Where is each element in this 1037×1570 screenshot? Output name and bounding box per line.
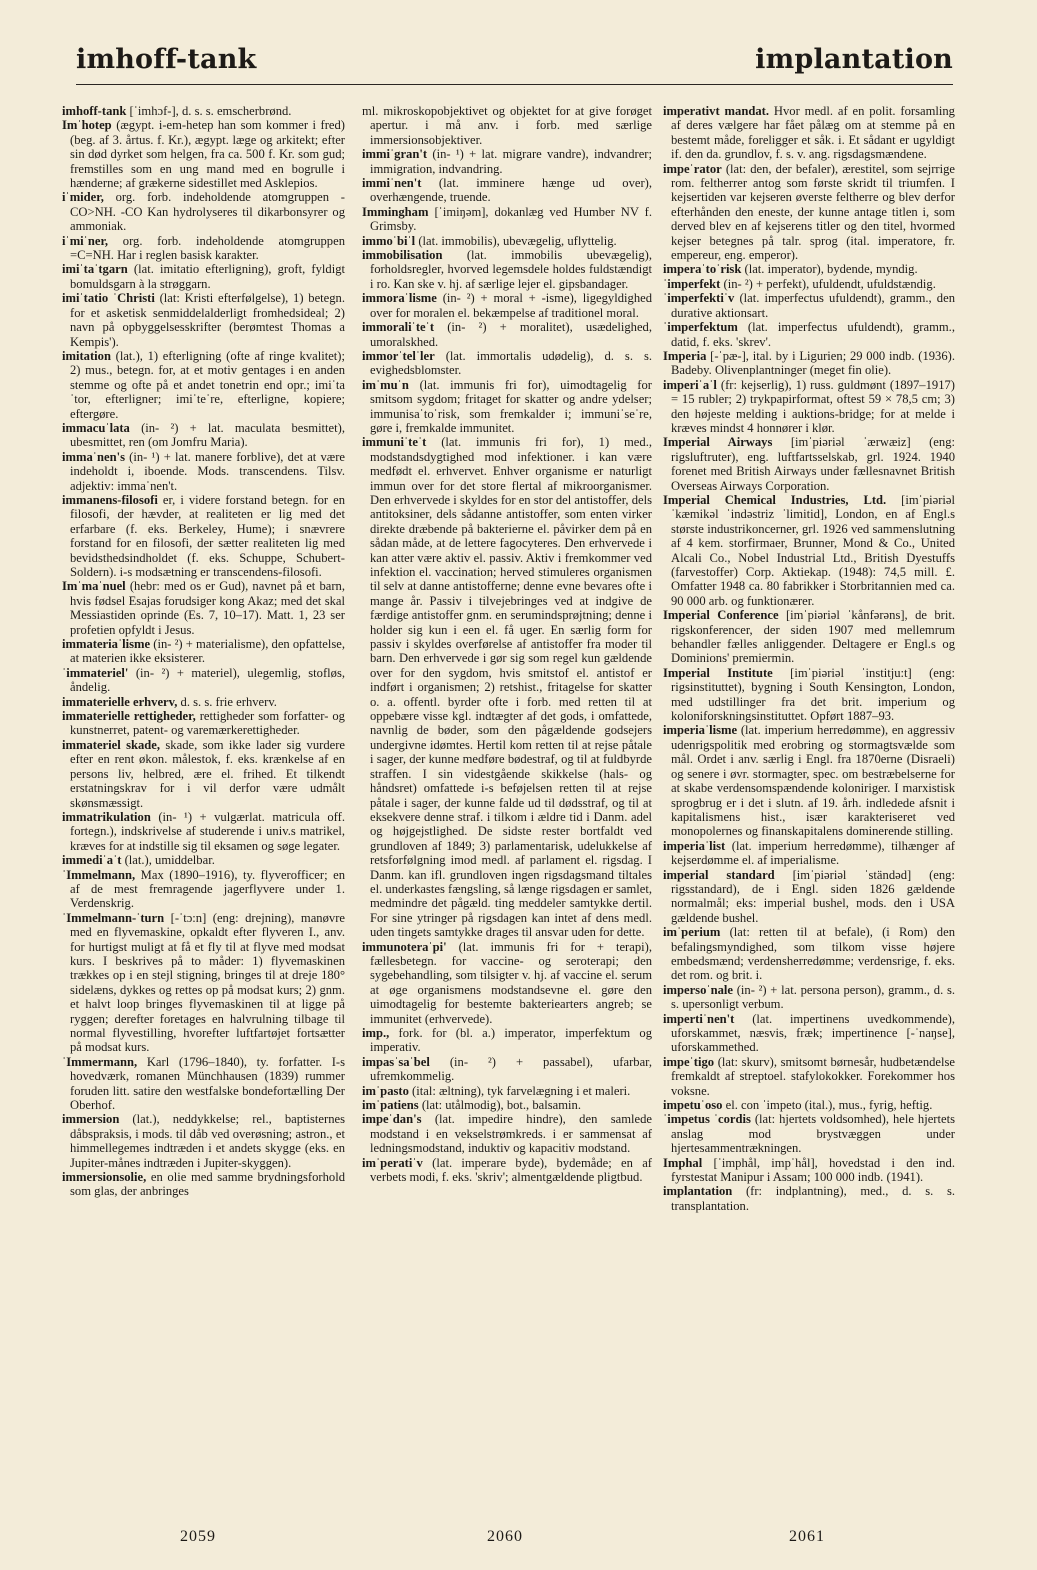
- entry-headword: ˈImmelmann-ˈturn: [62, 910, 165, 925]
- dictionary-entry: [62, 421, 345, 450]
- dictionary-entry: [663, 291, 955, 320]
- dictionary-entry: [362, 104, 652, 147]
- entry-definition: [-ˈpæ-], ital. by i Ligurien; 29 000 indb. (1936). Badeby. Olivenplantninger (meget fin olie).: [671, 348, 955, 378]
- dictionary-entry: [362, 940, 652, 1026]
- dictionary-entry: [62, 262, 345, 291]
- entry-definition: (lat. imperium herredømme), en aggressiv udenrigspolitik med erobring og stormagtsvælde som mål. Ordet i anv. særlig i Engl. fra 1870erne (Disraeli) og senere i øvr. stormagter, spec. om bestræbelserne for at skabe verdensomspændende koloniriger. I marxistisk sprogbrug er i det i slutn. af 19. årh. indledede afsnit i kapitalismens hist., især karakteriseret ved monopolernes og finanskapitalens dominerende stilling.: [671, 723, 955, 839]
- entry-headword: Immingham: [362, 204, 429, 219]
- dictionary-entry: [663, 162, 955, 263]
- dictionary-entry: [62, 695, 345, 709]
- dictionary-entry: [663, 925, 955, 983]
- entry-definition: (lat. immortalis udødelig), d. s. s. evighedsblomster.: [370, 348, 652, 378]
- entry-headword: impeˈrator: [663, 161, 722, 176]
- entry-definition: [-ˈtɔ:n] (eng: drejning), manøvre med en flyvemaskine, opkaldt efter flyveren I., anv. for hurtigst muligt at få et fly til at flyve med modsat kurs. I beskrives på to måder: 1) flyvemaskinen trækkes op i en stejl stigning, bringes til at dreje 180° sidelæns, dykkes og rettes op på modsat kurs; 2) gnm. et halvt loop bringes flyvemaskinen til at ligge på ryggen; derefter foretages en halvrulning tilbage til normal flyvestilling, hvorefter luftfartøjet fortsætter på modsat kurs.: [70, 910, 345, 1055]
- entry-definition: [imˈpiəriəl ˈærwæiz] (eng: rigsluftruter), eng. luftfartsselskab, grl. 1924. 1940 forenet med British Airways under fællesnavnet British Overseas Airways Corporation.: [671, 435, 955, 493]
- dictionary-entry: [663, 378, 955, 436]
- entry-headword: immatrikulation: [62, 809, 151, 824]
- entry-headword: immunoteraˈpi': [362, 939, 447, 954]
- entry-definition: (lat. immobilis), ubevægelig, uflyttelig.: [418, 233, 617, 248]
- entry-definition: (lat.), neddykkelse; rel., baptisternes dåbspraksis, i mods. til dåb ved overøsning; astron., et himmellegemes indtræden i et andets skygge (eks. en Jupiter-månes indtræden i Jupiter-skyggen).: [70, 1112, 345, 1170]
- entry-headword: immanens-filosofi: [62, 492, 158, 507]
- dictionary-entry: [62, 1170, 345, 1199]
- dictionary-entry: [663, 608, 955, 666]
- entry-definition: Hvor medl. af en polit. forsamling af deres vælgere har fået pålæg om at stemme på en bestemt måde, foreligger et såk. i. Et sådant er ugyldigt if. den da. grundlov, f. s. v. ang. rigsdagsmændene.: [671, 104, 955, 162]
- entry-headword: imˈpatiens: [362, 1098, 419, 1113]
- running-header: [76, 44, 953, 84]
- entry-headword: impasˈsaˈbel: [362, 1054, 430, 1069]
- entry-headword: immaterielle rettigheder,: [62, 709, 196, 724]
- entry-headword: imperiaˈlist: [663, 838, 726, 853]
- entry-headword: immacuˈlata: [62, 420, 130, 435]
- entry-headword: imperial standard: [663, 867, 775, 882]
- entry-headword: immobilisation: [362, 248, 443, 263]
- entry-definition: (lat. imitatio efterligning), groft, fyldigt bomuldsgarn à la strøggarn.: [70, 262, 345, 291]
- entry-definition: fork. for (bl. a.) imperator, imperfektum og imperativ.: [370, 1026, 652, 1055]
- dictionary-entry: [362, 1098, 652, 1112]
- dictionary-entry: [362, 349, 652, 378]
- entry-definition: (ital: æltning), tyk farvelægning i et maleri.: [412, 1083, 631, 1098]
- entry-headword: ˈimperfekt: [663, 276, 721, 291]
- entry-definition: (in- ²) + lat. maculata besmittet), ubesmittet, ren (om Jomfru Maria).: [70, 420, 345, 450]
- entry-headword: immateriel skade,: [62, 737, 161, 752]
- entry-definition: (lat: hjertets voldsomhed), hele hjertets anslag mod brystvæggen under hjertesammentrækningen.: [671, 1112, 955, 1156]
- dictionary-entry: [663, 1055, 955, 1098]
- entry-headword: immaˈnen's: [62, 449, 125, 464]
- dictionary-entry: [663, 435, 955, 493]
- entry-definition: [ˈimphål, impˈhål], hovedstad i den ind. fyrstestat Manipur i Assam; 100 000 indb. (1941).: [671, 1155, 955, 1185]
- entry-definition: (lat. imperator), bydende, myndig.: [744, 262, 918, 277]
- dictionary-entry: [663, 1098, 955, 1112]
- dictionary-entry: [663, 983, 955, 1012]
- dictionary-entry: [362, 291, 652, 320]
- entry-definition: (in- ²) + moral + -isme), ligegyldighed over for moralen el. bekæmpelse af traditionel moral.: [370, 291, 652, 320]
- header-rule: [76, 84, 953, 85]
- entry-definition: (lat. immunis fri for + terapi), fællesbetegn. for vaccine- og seroterapi; den sygebehandling, som tilsigter v. hj. af vaccine el. serum at øge organismens modstandsevne el. gøre den uimodtagelig for bestemte bakteriearters angreb; se immunitet (erhvervede).: [370, 939, 652, 1026]
- dictionary-entry: [62, 234, 345, 263]
- dictionary-entry: [663, 262, 955, 276]
- entry-headword: ˈImmermann,: [62, 1054, 138, 1069]
- entry-headword: Imperial Airways: [663, 435, 773, 450]
- entry-headword: immiˈnen't: [362, 176, 422, 191]
- dictionary-entry: [362, 248, 652, 291]
- entry-headword: implantation: [663, 1184, 733, 1199]
- entry-headword: Imphal: [663, 1155, 703, 1170]
- entry-headword: imhoff-tank: [62, 104, 127, 118]
- entry-definition: rettigheder som forfatter- og kunstnerret, patent- og varemærkerettigheder.: [70, 709, 345, 738]
- dictionary-entry: [362, 234, 652, 248]
- entry-headword: imitation: [62, 348, 111, 363]
- dictionary-entry: [362, 1112, 652, 1155]
- entry-definition: Karl (1796–1840), ty. forfatter. I-s hovedværk, romanen Münchhausen (1839) rummer foruden litt. satire den westfalske bondefortælling Der Oberhof.: [70, 1054, 345, 1113]
- dictionary-entry: [62, 709, 345, 738]
- entry-headword: Imˈhotep: [62, 118, 112, 133]
- entry-definition: (lat: den, der befaler), ærestitel, som sejrrige rom. feltherrer antog som første skridt til triumfen. I kejsertiden var kejseren øverste feltherre og blev derfor efterhånden den eneste, der kunne antage titlen i, som derved blev en af kejserens titler og den titel, hvormed kejser betegnes på talr. sprog (ital. imperatore, fr. empereur, eng. emperor).: [671, 161, 955, 263]
- entry-headword: imperiˈaˈl: [663, 377, 717, 392]
- entry-headword: ˈimmateriel': [62, 665, 129, 680]
- entry-definition: (lat. immunis fri for), 1) med., modstandsdygtighed mod infektioner. i kan være medfødt el. erhvervet. Enhver organisme er naturligt immun over for det store flertal af mikroorganismer. Den erhvervede i skyldes for en stor del antistoffer, dels antitoksiner, dels sådanne antistoffer, som enten virker direkte dræbende på bakterierne el. påvirker dem på en sådan måde, at de lettere fagocyteres. Den erhvervede i kan atter være aktiv el. passiv. Aktiv i fremkommer ved infektion el. vaccination; herved stimuleres organismen til selv at danne antistofferne; denne evne bevares ofte i mange år. Passiv i tilvejebringes ved at indgive de færdige antistoffer gnm. en serumindsprøjtning; denne i holder sig kun i een el. få uger. En særlig form for passiv i skyldes overførelse af antistoffer fra moder til barn. Den erhvervede i gør sig som regel kun gældende over for den sygdom, hvis smitstof el. antistof er indført i organismen; 2) retshist., fritagelse for skatter o. a. offentl. byrder ofte i forb. med retten til at oppebære visse kgl. indtægter af det gods, i omfattede, navnlig de bøder, som den pågældende godsejers undergivne idømtes. Hertil kom retten til at rejse påtale i sager, der kunne medføre bødestraf, og til at fuldbyrde straffen. I sin videstgående skikkelse (hals- og håndsret) omfattede i-s beføjelsen retten til at rejse påtale i sager, der kunne falde ud til dødsstraf, og til at eksekvere denne straf. i tilkom i ældre tid i Danm. adel og højgejstlighed. De sidste rester bortfaldt ved grundloven af 1849; 3) parlamentarisk, udelukkelse af retsforfølgning imod medl. af parlament el. rigsdag. I Danm. kan ifl. grundloven ingen rigsdagsmand tiltales el. underkastes fængsling, så længe rigsdagen er samlet, medmindre det pågæld. ting meddeler samtykke dertil. For sine ytringer på rigsdagen kan intet af dens medl. uden tingets samtykke drages til ansvar uden for dette.: [370, 435, 652, 940]
- dictionary-entry: [663, 839, 955, 868]
- entry-definition: [ˈimhɔf-], d. s. s. emscherbrønd.: [129, 104, 292, 118]
- entry-definition: (lat. imperfectus ufuldendt), gramm., den durative aktionsart.: [671, 291, 955, 320]
- entry-definition: (lat.), 1) efterligning (ofte af ringe kvalitet); 2) mus., betegn. for, at et motiv gentages i en anden stemme og ofte på et andet tonetrin end opr.; imiˈtaˈtor, efterligner; imiˈteˈre, efterligne, kopiere; eftergøre.: [70, 348, 345, 421]
- dictionary-entry: [362, 1156, 652, 1185]
- entry-headword: impeˈdan's: [362, 1112, 422, 1127]
- entry-headword: imp.,: [362, 1026, 390, 1040]
- entry-definition: (in- ¹) + lat. migrare vandre), indvandrer; immigration, indvandring.: [370, 147, 652, 176]
- dictionary-entry: [62, 104, 345, 118]
- dictionary-entry: [663, 666, 955, 724]
- entry-definition: (in- ²) + materiel), ulegemlig, stofløs, åndelig.: [70, 665, 345, 695]
- entry-definition: (lat. immobilis ubevægelig), forholdsregler, hvorved legemsdele holdes fuldstændigt i ro. Kan ske v. hj. af særlige lejer el. gipsbandager.: [370, 248, 652, 291]
- entry-headword: immersionsolie,: [62, 1170, 147, 1185]
- entry-headword: Imperial Institute: [663, 665, 773, 680]
- header-first-headword: imhoff-tank: [76, 44, 257, 75]
- entry-headword: imˈmuˈn: [362, 377, 409, 392]
- entry-headword: iˈmiˈner,: [62, 233, 109, 248]
- entry-headword: ˈimperfektiˈv: [663, 291, 735, 306]
- entry-definition: (hebr: med os er Gud), navnet på et barn, hvis fødsel Esajas forudsiger kong Akaz; med det skal Messiastiden oprinde (Es. 7, 10–17). Matt. 1, 23 ser profetien opfyldt i Jesus.: [70, 579, 345, 637]
- entry-definition: (lat. imperare byde), bydemåde; en af verbets modi, f. eks. 'skriv'; almentgældende pligtbud.: [370, 1155, 652, 1185]
- dictionary-entry: [663, 104, 955, 162]
- dictionary-entry: [62, 118, 345, 190]
- entry-definition: (ægypt. i-em-hetep han som kommer i fred) (beg. af 3. årtus. f. Kr.), ægypt. læge og arkitekt; efter sin død dyrket som helgen, fra ca. 500 f. Kr. som gud; fremstilles som en ung mand med en bogrulle i hænderne; af grækerne sidestillet med Asklepios.: [70, 118, 345, 191]
- entry-definition: Max (1890–1916), ty. flyverofficer; en af de mest fremragende jagerflyvere under 1. Verdenskrig.: [70, 867, 345, 911]
- entry-headword: immoraliˈteˈt: [362, 320, 435, 335]
- dictionary-entry: [62, 810, 345, 853]
- dictionary-entry: [62, 190, 345, 233]
- entry-definition: (in- ²) + lat. persona person), gramm., d. s. s. upersonligt verbum.: [671, 982, 955, 1012]
- entry-definition: [imˈpiəriəl ˈinstitju:t] (eng: rigsinstituttet), bygning i South Kensington, London, med udstillinger fra det brit. imperium og koloniforskningsinstituttet. Opført 1887–93.: [671, 665, 955, 724]
- dictionary-entry: [663, 349, 955, 378]
- entry-headword: impetuˈoso: [663, 1098, 723, 1113]
- dictionary-entry: [62, 291, 345, 349]
- entry-headword: immuniˈteˈt: [362, 435, 427, 450]
- dictionary-entry: [362, 378, 652, 436]
- entry-headword: ˈimperfektum: [663, 320, 738, 335]
- dictionary-entry: [62, 450, 345, 493]
- dictionary-entry: [663, 1012, 955, 1055]
- header-last-headword: implantation: [755, 44, 953, 75]
- entry-definition: [imˈpiəriəl ˈkæmikəl ˈindəstriz ˈlimitid], London, en af Engl.s største industrikoncerner, grl. 1926 ved sammenslutning af 4 kem. storfirmaer, Brunner, Mond & Co., United Alcali Co., Nobel Industrial Ltd., British Dyestuffs (farvestoffer) Corp. Aktiekap. (1948): 74,5 mill. £. Omfatter 1948 ca. 80 fabrikker i Storbritannien med ca. 90 000 arb. og funktionærer.: [671, 492, 955, 608]
- entry-definition: (lat. imminere hænge ud over), overhængende, truende.: [370, 176, 652, 205]
- entry-definition: (lat. imperfectus ufuldendt), gramm., datid, f. eks. 'skrev'.: [671, 320, 955, 349]
- column-1: [62, 104, 345, 1524]
- dictionary-entry: [663, 277, 955, 291]
- entry-definition: (lat: Kristi efterfølgelse), 1) betegn. for et asketisk senmiddelalderligt fromhedsideal; 2) navn på opbyggelsesskrifter (berømtest Thomas a Kempis').: [70, 291, 345, 349]
- entry-headword: immateriaˈlisme: [62, 637, 151, 652]
- entry-headword: impertiˈnen't: [663, 1011, 735, 1026]
- dictionary-entry: [362, 1084, 652, 1098]
- dictionary-entry: [62, 349, 345, 421]
- entry-definition: (lat: skurv), smitsomt børnesår, hudbetændelse fremkaldt af streptoel. stafylokokker. Forekommer hos voksne.: [671, 1054, 955, 1098]
- entry-headword: imˈperatiˈv: [362, 1155, 423, 1170]
- entry-definition: d. s. s. frie erhverv.: [180, 694, 277, 709]
- entry-headword: immiˈgran't: [362, 147, 428, 162]
- entry-definition: (in- ¹) + lat. manere forblive), det at være indeholdt i, iboende. Mods. transcendens. Tilsv. adjektiv: immaˈnen't.: [70, 449, 345, 493]
- entry-definition: (lat. immunis fri for), uimodtagelig for smitsom sygdom; fritaget for skatter og andre ydelser; immunisaˈtoˈrisk, som fremkalder i; immuniˈseˈre, gøre i, fremkalde immunitet.: [370, 377, 652, 435]
- dictionary-entry: [62, 1112, 345, 1170]
- dictionary-entry: [362, 1026, 652, 1055]
- entry-headword: Imˈmaˈnuel: [62, 579, 126, 594]
- entry-definition: (lat. imperium herredømme), tilhænger af kejserdømme el. af imperialisme.: [671, 838, 955, 868]
- entry-headword: immediˈaˈt: [62, 853, 122, 868]
- entry-headword: imperativt mandat.: [663, 104, 769, 118]
- entry-definition: (lat. impedire hindre), den samlede modstand i en vekselstrømkreds. i er sammensat af ledningsmodstand, induktiv og kapacitiv modstand.: [370, 1112, 652, 1156]
- entry-headword: immoraˈlisme: [362, 291, 437, 306]
- entry-headword: imˈpasto: [362, 1083, 409, 1098]
- dictionary-entry: [62, 738, 345, 810]
- column-3: [663, 104, 955, 1524]
- entry-headword: Imperial Conference: [663, 608, 779, 623]
- entry-headword: ˈimpetus ˈcordis: [663, 1112, 751, 1127]
- dictionary-entry: [663, 320, 955, 349]
- dictionary-entry: [62, 853, 345, 867]
- entry-definition: (lat: retten til at befale), (i Rom) den befalingsmyndighed, som tilkom visse højere embedsmænd; verdensherredømme; verdensrige, f. eks. det rom. og brit. i.: [671, 925, 955, 983]
- dictionary-entry: [62, 493, 345, 579]
- column-2: [362, 104, 652, 1524]
- entry-headword: Imperial Chemical Industries, Ltd.: [663, 492, 887, 507]
- entry-definition: ml. mikroskopobjektivet og objektet for at give forøget apertur. i må anv. i forb. med særlige immersionsobjektiver.: [362, 104, 652, 147]
- entry-definition: (in- ²) + passabel), ufarbar, ufremkommelig.: [370, 1054, 652, 1084]
- dictionary-entry: [62, 1055, 345, 1113]
- dictionary-entry: [362, 320, 652, 349]
- entry-definition: en olie med samme brydningsforhold som glas, der anbringes: [70, 1170, 345, 1199]
- entry-definition: (lat: utålmodig), bot., balsamin.: [421, 1098, 581, 1113]
- dictionary-entry: [663, 868, 955, 926]
- dictionary-entry: [663, 1184, 955, 1213]
- entry-definition: (in- ²) + materialisme), den opfattelse, at materien ikke eksisterer.: [70, 637, 345, 666]
- entry-headword: iˈmider,: [62, 190, 104, 205]
- dictionary-entry: [62, 911, 345, 1055]
- entry-definition: [imˈpiəriəl ˈkånfərəns], de brit. rigskonferencer, der siden 1907 med mellemrum behandler fælles anliggender. Deltagere er Engl.s og Dominions' premiermin.: [671, 608, 955, 666]
- entry-headword: Imperia: [663, 348, 707, 363]
- dictionary-entry: [663, 723, 955, 838]
- dictionary-entry: [663, 1156, 955, 1185]
- dictionary-entry: [362, 147, 652, 176]
- entry-headword: impersoˈnale: [663, 982, 733, 997]
- entry-definition: el. con ˈimpeto (ital.), mus., fyrig, heftig.: [725, 1098, 933, 1113]
- entry-headword: imperiaˈlisme: [663, 723, 738, 738]
- dictionary-entry: [362, 205, 652, 234]
- dictionary-entry: [62, 579, 345, 637]
- entry-definition: skade, som ikke lader sig vurdere efter en rent økon. målestok, f. eks. krænkelse af en persons liv, helbred, ære el. frihed. Et tilkendt erstatningskrav for i vil derfor være udmålt skønsmæssigt.: [70, 737, 345, 810]
- page-number-3: 2061: [789, 1528, 825, 1545]
- entry-definition: [imˈpiəriəl ˈständəd] (eng: rigsstandard), de i Engl. siden 1826 gældende normalmål; eks: imperial bushel, mods. den i USA gældende bushel.: [671, 867, 955, 925]
- entry-headword: ˈImmelmann,: [62, 867, 136, 882]
- entry-headword: imiˈtaˈtgarn: [62, 262, 128, 277]
- dictionary-entry: [62, 637, 345, 666]
- entry-headword: immoˈbiˈl: [362, 233, 416, 248]
- entry-headword: impeˈtigo: [663, 1054, 715, 1069]
- dictionary-entry: [362, 435, 652, 939]
- page-number-1: 2059: [180, 1528, 216, 1545]
- dictionary-entry: [362, 176, 652, 205]
- dictionary-entry: [663, 1112, 955, 1155]
- entry-headword: imiˈtatio ˈChristi: [62, 291, 155, 306]
- entry-definition: (lat. impertinens uvedkommende), uforskammet, næsvis, fræk; impertinence [-ˈnaŋse], uforskammethed.: [671, 1011, 955, 1055]
- entry-definition: org. forb. indeholdende atomgruppen -CO>NH. -CO Kan hydrolyseres til dikarbonsyrer og ammoniak.: [70, 190, 345, 234]
- dictionary-entry: [663, 493, 955, 608]
- entry-headword: immorˈtelˈler: [362, 348, 435, 363]
- entry-definition: (in- ²) + moralitet), usædelighed, umoralskhed.: [370, 320, 652, 349]
- page-number-2: 2060: [487, 1528, 523, 1545]
- entry-definition: (in- ¹) + vulgærlat. matricula off. fortegn.), indskrivelse af studerende i univ.s matrikel, kræves for at indstille sig til eksamen og søge legater.: [70, 809, 345, 853]
- entry-headword: immersion: [62, 1112, 120, 1127]
- entry-headword: immaterielle erhverv,: [62, 694, 178, 709]
- entry-definition: org. forb. indeholdende atomgruppen =C=NH. Har i reglen basisk karakter.: [70, 233, 345, 263]
- entry-definition: (lat.), umiddelbar.: [124, 853, 215, 868]
- entry-headword: imˈperium: [663, 925, 721, 940]
- entry-definition: (fr: kejserlig), 1) russ. guldmønt (1897–1917) = 15 rubler; 2) trykpapirformat, oftest 59 × 78,5 cm; 3) den højeste melding i auktions-bridge; for at melde i kræves mindst 4 honnører i klør.: [671, 377, 955, 435]
- entry-headword: imperaˈtoˈrisk: [663, 262, 742, 277]
- entry-definition: er, i videre forstand betegn. for en filosofi, der hævder, at realiteten er lig med det erfarbare (f. eks. Berkeley, Hume); i snævrere forstand for en filosofi, der sætter realiteten lig med bevidsthedsindholdet (f. eks. Schuppe, Schubert-Soldern). i-s modsætning er transcendens-filosofi.: [70, 492, 345, 579]
- entry-definition: [ˈimiŋəm], dokanlæg ved Humber NV f. Grimsby.: [370, 204, 652, 234]
- dictionary-entry: [62, 666, 345, 695]
- entry-definition: (fr: indplantning), med., d. s. s. transplantation.: [671, 1184, 955, 1213]
- dictionary-entry: [62, 868, 345, 911]
- entry-definition: (in- ²) + perfekt), ufuldendt, ufuldstændig.: [723, 276, 936, 291]
- dictionary-entry: [362, 1055, 652, 1084]
